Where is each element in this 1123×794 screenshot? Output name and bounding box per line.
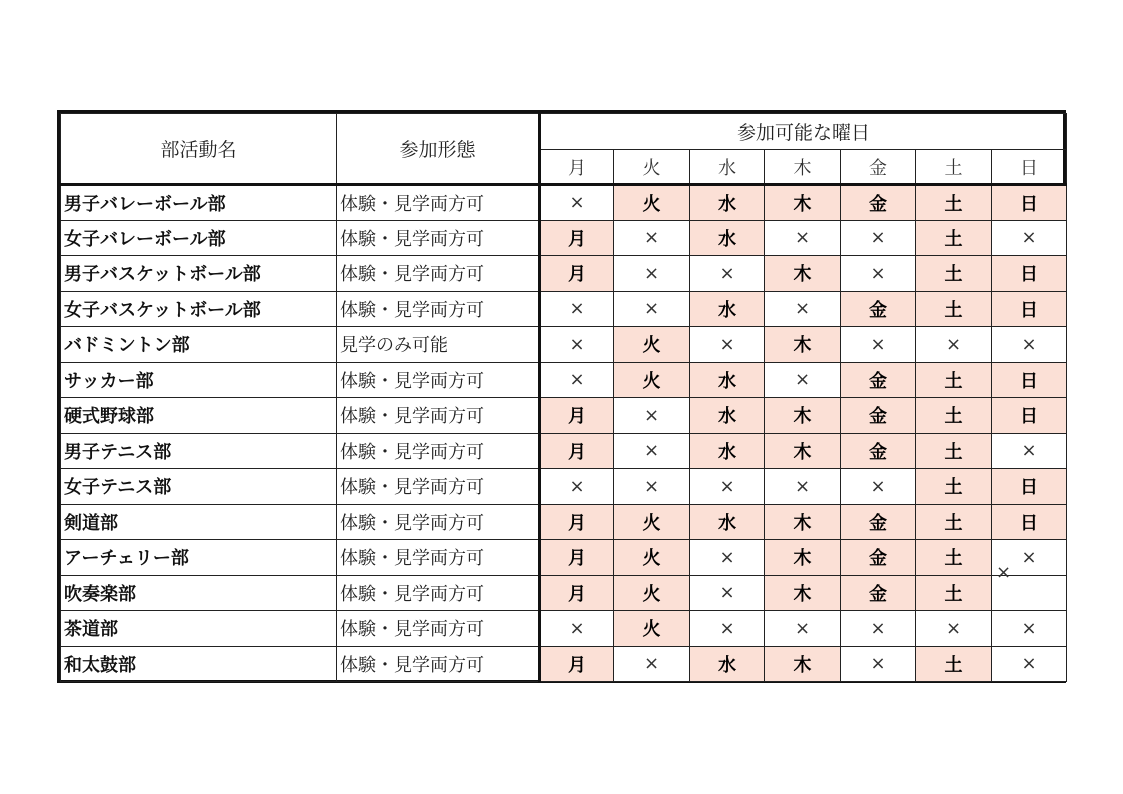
day-cell-sat: × <box>916 611 992 647</box>
header-day-tue: 火 <box>614 150 690 185</box>
day-cell-fri: 金 <box>841 504 916 540</box>
day-cell-sat: 土 <box>916 575 992 611</box>
day-cell-thu: 木 <box>765 575 841 611</box>
day-cell-thu: 木 <box>765 327 841 363</box>
day-cell-wed: × <box>690 611 765 647</box>
day-cell-tue: 火 <box>614 611 690 647</box>
day-cell-tue: × <box>614 256 690 292</box>
participation-mode: 体験・見学両方可 <box>337 611 540 647</box>
day-cell-mon: 月 <box>540 504 614 540</box>
day-cell-mon: 月 <box>540 540 614 576</box>
day-cell-sat: 土 <box>916 469 992 505</box>
day-cell-thu: × <box>765 291 841 327</box>
club-name: サッカー部 <box>61 362 337 398</box>
club-name: 茶道部 <box>61 611 337 647</box>
day-cell-sat: 土 <box>916 291 992 327</box>
participation-mode: 体験・見学両方可 <box>337 540 540 576</box>
day-cell-fri: × <box>841 256 916 292</box>
day-cell-wed: 水 <box>690 362 765 398</box>
day-cell-tue: × <box>614 220 690 256</box>
day-cell-wed: × <box>690 575 765 611</box>
participation-mode: 体験・見学両方可 <box>337 291 540 327</box>
table-row <box>61 575 1067 611</box>
header-days-group: 参加可能な曜日 <box>540 114 1067 150</box>
day-cell-thu: × <box>765 611 841 647</box>
day-cell-sun: 日 <box>992 504 1067 540</box>
day-cell-sun: × <box>992 646 1067 682</box>
day-cell-thu: 木 <box>765 185 841 221</box>
day-cell-sun: 日 <box>992 469 1067 505</box>
day-cell-fri: 金 <box>841 362 916 398</box>
table-row <box>61 220 1067 256</box>
day-cell-fri: 金 <box>841 398 916 434</box>
header-day-sat: 土 <box>916 150 992 185</box>
club-name: 女子バレーボール部 <box>61 220 337 256</box>
header-day-fri: 金 <box>841 150 916 185</box>
day-cell-mon: 月 <box>540 646 614 682</box>
day-cell-fri: × <box>841 469 916 505</box>
table-row <box>61 540 1067 576</box>
day-cell-mon: × <box>540 327 614 363</box>
header-club-name: 部活動名 <box>61 114 337 185</box>
day-cell-wed: 水 <box>690 433 765 469</box>
day-cell-mon: × <box>540 469 614 505</box>
header-day-wed: 水 <box>690 150 765 185</box>
day-cell-sat: 土 <box>916 433 992 469</box>
club-name: 女子テニス部 <box>61 469 337 505</box>
day-cell-fri: × <box>841 646 916 682</box>
table-row <box>61 327 1067 363</box>
day-cell-wed: 水 <box>690 646 765 682</box>
table-row <box>61 256 1067 292</box>
day-cell-tue: 火 <box>614 575 690 611</box>
table-row <box>61 362 1067 398</box>
day-cell-mon: 月 <box>540 256 614 292</box>
day-cell-mon: 月 <box>540 220 614 256</box>
day-cell-tue: × <box>614 398 690 434</box>
day-cell-fri: 金 <box>841 433 916 469</box>
club-name: 硬式野球部 <box>61 398 337 434</box>
club-schedule-table <box>60 113 1067 682</box>
day-cell-thu: 木 <box>765 646 841 682</box>
participation-mode: 体験・見学両方可 <box>337 256 540 292</box>
day-cell-thu: × <box>765 362 841 398</box>
day-cell-sun: 日 <box>992 362 1067 398</box>
table-row <box>61 504 1067 540</box>
day-cell-mon: 月 <box>540 433 614 469</box>
day-cell-sun: 日 <box>992 291 1067 327</box>
day-cell-mon: × <box>540 185 614 221</box>
day-cell-sat: 土 <box>916 220 992 256</box>
day-cell-thu: 木 <box>765 504 841 540</box>
participation-mode: 体験・見学両方可 <box>337 504 540 540</box>
participation-mode: 体験・見学両方可 <box>337 469 540 505</box>
participation-mode: 体験・見学両方可 <box>337 433 540 469</box>
club-name: 女子バスケットボール部 <box>61 291 337 327</box>
day-cell-sat: 土 <box>916 362 992 398</box>
day-cell-wed: 水 <box>690 185 765 221</box>
table-row <box>61 433 1067 469</box>
day-cell-fri: 金 <box>841 291 916 327</box>
day-cell-tue: 火 <box>614 327 690 363</box>
day-cell-tue: 火 <box>614 362 690 398</box>
header-day-thu: 木 <box>765 150 841 185</box>
table-row <box>61 398 1067 434</box>
table-row <box>61 646 1067 682</box>
day-cell-sat: 土 <box>916 398 992 434</box>
day-cell-sat: 土 <box>916 504 992 540</box>
club-name: アーチェリー部 <box>61 540 337 576</box>
participation-mode: 体験・見学両方可 <box>337 575 540 611</box>
table-row <box>61 469 1067 505</box>
day-cell-wed: × <box>690 540 765 576</box>
day-cell-tue: × <box>614 433 690 469</box>
day-cell-tue: × <box>614 646 690 682</box>
day-cell-sun: 日 <box>992 185 1067 221</box>
day-cell-thu: 木 <box>765 540 841 576</box>
day-cell-tue: × <box>614 469 690 505</box>
day-cell-fri: 金 <box>841 575 916 611</box>
day-cell-wed: 水 <box>690 220 765 256</box>
club-name: 男子テニス部 <box>61 433 337 469</box>
day-cell-thu: 木 <box>765 398 841 434</box>
table-row <box>61 185 1067 221</box>
day-cell-sat: × <box>916 327 992 363</box>
participation-mode: 体験・見学両方可 <box>337 398 540 434</box>
club-name: 剣道部 <box>61 504 337 540</box>
day-cell-tue: × <box>614 291 690 327</box>
day-cell-fri: × <box>841 611 916 647</box>
day-cell-sun: × <box>992 540 1067 576</box>
participation-mode: 体験・見学両方可 <box>337 220 540 256</box>
club-name: 男子バレーボール部 <box>61 185 337 221</box>
day-cell-wed: × <box>690 256 765 292</box>
participation-mode: 体験・見学両方可 <box>337 362 540 398</box>
day-cell-fri: × <box>841 327 916 363</box>
club-rows <box>61 185 1067 682</box>
header-day-sun: 日 <box>992 150 1067 185</box>
day-cell-sat: 土 <box>916 646 992 682</box>
day-cell-wed: × <box>690 327 765 363</box>
day-cell-wed: 水 <box>690 291 765 327</box>
day-cell-thu: × <box>765 469 841 505</box>
participation-mode: 見学のみ可能 <box>337 327 540 363</box>
club-name: 吹奏楽部 <box>61 575 337 611</box>
club-name: 和太鼓部 <box>61 646 337 682</box>
day-cell-tue: 火 <box>614 185 690 221</box>
day-cell-sat: 土 <box>916 256 992 292</box>
participation-mode: 体験・見学両方可 <box>337 646 540 682</box>
club-schedule-sheet <box>57 110 1066 683</box>
day-cell-mon: 月 <box>540 398 614 434</box>
day-cell-mon: × <box>540 291 614 327</box>
club-name: バドミントン部 <box>61 327 337 363</box>
day-cell-sat: 土 <box>916 185 992 221</box>
day-cell-wed: × <box>690 469 765 505</box>
stray-mark: × <box>996 562 1012 583</box>
table-row <box>61 291 1067 327</box>
day-cell-sun: 日 <box>992 398 1067 434</box>
header-day-mon: 月 <box>540 150 614 185</box>
day-cell-sat: 土 <box>916 540 992 576</box>
day-cell-sun: × <box>992 327 1067 363</box>
participation-mode: 体験・見学両方可 <box>337 185 540 221</box>
day-cell-fri: × <box>841 220 916 256</box>
header-participation: 参加形態 <box>337 114 540 185</box>
day-cell-thu: 木 <box>765 433 841 469</box>
day-cell-mon: × <box>540 362 614 398</box>
day-cell-sun: × <box>992 220 1067 256</box>
day-cell-mon: 月 <box>540 575 614 611</box>
day-cell-fri: 金 <box>841 185 916 221</box>
day-cell-wed: 水 <box>690 398 765 434</box>
day-cell-fri: 金 <box>841 540 916 576</box>
day-cell-tue: 火 <box>614 504 690 540</box>
day-cell-thu: 木 <box>765 256 841 292</box>
day-cell-mon: × <box>540 611 614 647</box>
table-row <box>61 611 1067 647</box>
day-cell-sun: × <box>992 433 1067 469</box>
day-cell-tue: 火 <box>614 540 690 576</box>
day-cell-thu: × <box>765 220 841 256</box>
day-cell-sun: × <box>992 611 1067 647</box>
day-cell-wed: 水 <box>690 504 765 540</box>
day-cell-sun: 日 <box>992 256 1067 292</box>
club-name: 男子バスケットボール部 <box>61 256 337 292</box>
